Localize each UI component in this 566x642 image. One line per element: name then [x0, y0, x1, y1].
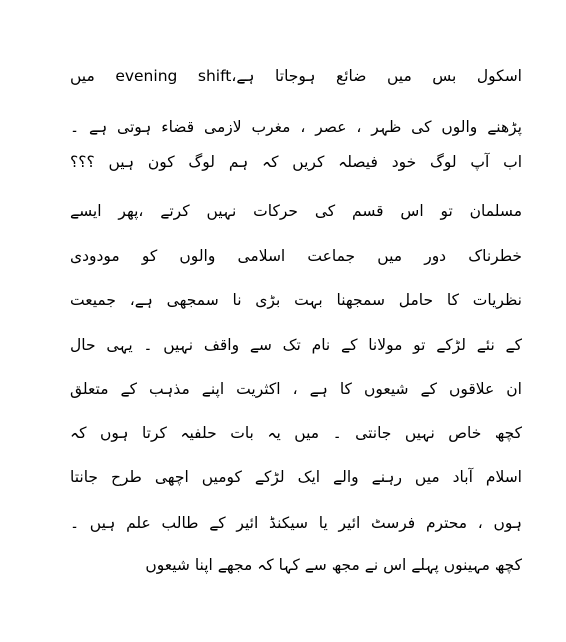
text-line-3: اب آپ لوگ خود فیصلہ کریں کہ ہم لوگ کون ہیں ؟؟؟	[70, 153, 522, 171]
text-line-11: ہوں ، محترم فرسٹ ائیر یا سیکنڈ ائیر کے طالب علم ہیں ۔	[70, 514, 522, 532]
text-line-10: اسلام آباد میں رہنے والے ایک لڑکے کومیں اچھی طرح جانتا	[70, 468, 522, 486]
text-line-12: کچھ مہینوں پہلے اس نے مجھ سے کہا کہ مجھے اپنا شیعوں	[145, 556, 522, 574]
text-line-6: نظریات کا حامل سمجھنا بہت بڑی نا سمجھی ہے، جمیعت	[70, 291, 522, 309]
text-line-8: ان علاقوں کے شیعوں کا ہے ، اکثریت اپنے مذہب کے متعلق	[70, 380, 522, 398]
text-line-7: کے نئے لڑکے تو مولانا کے نام تک سے واقف نہیں ۔ یہی حال	[70, 336, 522, 354]
text-line-1: اسکول بس میں ضائع ہوجاتا ہے،evening shift میں	[70, 67, 522, 85]
text-line-4: مسلمان تو اس قسم کی حرکات نہیں کرتے ،پھر ایسے	[70, 202, 522, 220]
text-line-5: خطرناک دور میں جماعت اسلامی والوں کو مودودی	[70, 247, 522, 265]
text-line-2: پڑھنے والوں کی ظہر ، عصر ، مغرب لازمی قضاء ہوتی ہے ۔	[70, 118, 522, 136]
text-line-9: کچھ خاص نہیں جانتی ۔ میں یہ بات حلفیہ کرتا ہوں کہ	[70, 424, 522, 442]
